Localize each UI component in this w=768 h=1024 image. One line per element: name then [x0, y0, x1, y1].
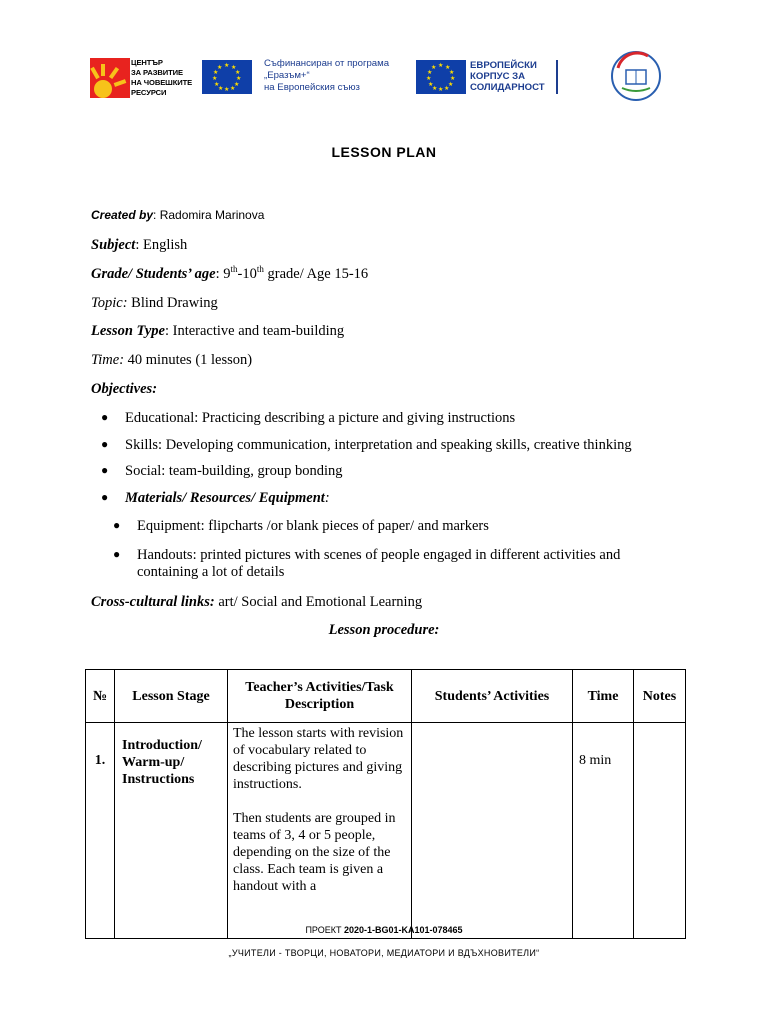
eu-flag-icon: ★ ★ ★ ★ ★ ★ ★ ★ ★ ★ ★ ★: [416, 60, 466, 94]
procedure-title: Lesson procedure:: [328, 622, 440, 638]
school-logo-icon: [608, 48, 664, 104]
objectives-label: Objectives:: [91, 381, 158, 397]
table-row: [86, 723, 686, 939]
divider: [556, 60, 558, 94]
cross-cultural-line: Cross-cultural links: art/ Social and Emotional Learning: [91, 594, 423, 610]
created-by-line: Created by: Radomira Marinova: [91, 208, 265, 222]
stage-time: 8 min: [573, 723, 634, 939]
hrdc-logo: [90, 58, 202, 98]
table-header: Lesson Stage: [115, 670, 228, 723]
procedure-table: [85, 669, 686, 939]
lesson-stage: Introduction/ Warm-up/ Instructions: [115, 723, 228, 939]
project-footer: ПРОЕКТ 2020-1-BG01-KA101-078465: [305, 925, 463, 935]
grade-line: Grade/ Students’ age: 9th-10th grade/ Age 15-16: [91, 264, 369, 282]
topic-line: Topic: Blind Drawing: [91, 295, 218, 311]
page-title: LESSON PLAN: [331, 144, 437, 160]
teacher-activities: The lesson starts with revision of vocabulary related to describing pictures and giving instructions. Then students are grouped in teams of 3, 4 or 5 people, depending on the size of the class. Each team is given a handout with a: [228, 723, 412, 939]
table-header: Notes: [634, 670, 686, 723]
table-header: Students’ Activities: [412, 670, 573, 723]
header-logos: [90, 52, 680, 112]
table-header: Time: [573, 670, 634, 723]
table-header: №: [86, 670, 115, 723]
hrdc-sun-mark: [90, 58, 130, 98]
table-header-row: [86, 670, 686, 723]
hrdc-logo-text: ЦЕНТЪР ЗА РАЗВИТИЕ НА ЧОВЕШКИТЕ РЕСУРСИ: [131, 58, 193, 97]
row-number: 1.: [86, 723, 115, 939]
stage-notes: [634, 723, 686, 939]
erasmus-cofunded-text: Съфинансиран от програма „Еразъм+“ на Европейския съюз: [264, 58, 390, 93]
project-motto: „УЧИТЕЛИ - ТВОРЦИ, НОВАТОРИ, МЕДИАТОРИ И ВДЪХНОВИТЕЛИ“: [228, 948, 540, 958]
subject-line: Subject: English: [91, 237, 188, 253]
table-header: Teacher’s Activities/Task Description: [228, 670, 412, 723]
solidarity-corps-text: ЕВРОПЕЙСКИ КОРПУС ЗА СОЛИДАРНОСТ: [470, 60, 545, 93]
time-line: Time: 40 minutes (1 lesson): [91, 352, 253, 368]
eu-flag-icon: ★ ★ ★ ★ ★ ★ ★ ★ ★ ★ ★ ★: [202, 60, 252, 94]
lesson-type-line: Lesson Type: Interactive and team-building: [91, 323, 345, 339]
students-activities: [412, 723, 573, 939]
